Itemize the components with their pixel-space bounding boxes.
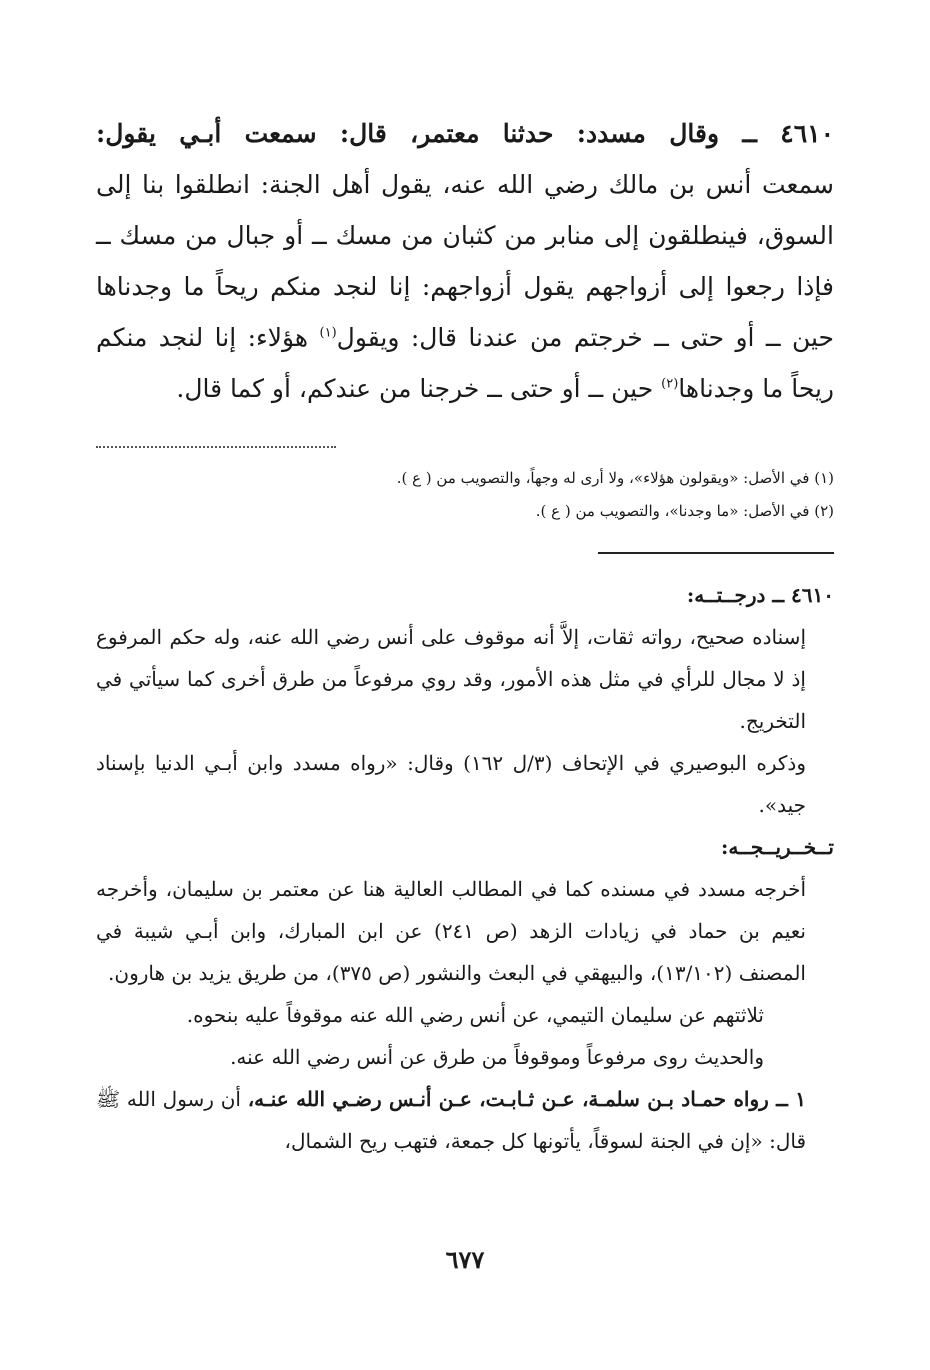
section-rule <box>598 552 834 554</box>
footnote-1: (١) في الأصل: «ويقولون هؤلاء»، ولا أرى له وجهاً، والتصويب من ( ع ). <box>396 469 834 487</box>
hadith-line-6 <box>96 363 834 414</box>
hadith-text <box>96 108 834 414</box>
footnote-2: (٢) في الأصل: «ما وجدنا»، والتصويب من ( ع ). <box>535 502 834 520</box>
footnote-mark-2: (٢) <box>661 376 679 392</box>
footnote-mark-1: (١) <box>319 325 337 341</box>
takhrij-paragraph-2: ثلاثتهم عن سليمان التيمي، عن أنس رضي الله عنه موقوفاً عليه بنحوه. <box>186 1003 764 1027</box>
grade-paragraph-1: إسناده صحيح، رواته ثقات، إلاَّ أنه موقوف على أنس رضي الله عنه، وله حكم المرفوع إذ لا مجال للرأي في مثل هذه الأمور، وقد روي مرفوعاً من طرق أخرى كما سيأتي في التخريج. <box>96 625 806 733</box>
commentary <box>96 574 834 1162</box>
hadith-line-1: ٤٦١٠ ــ وقال مسدد: حدثنا معتمر، قال: سمعت أبـي يقول: <box>96 119 834 148</box>
grade-paragraph-2: وذكره البوصيري في الإتحاف (٣/ل ١٦٢) وقال: «رواه مسدد وابن أبـي الدنيا بإسناد جيد». <box>96 751 807 817</box>
takhrij-heading: تــخــريــجــه: <box>721 835 834 859</box>
takhrij-paragraph-3: والحديث روى مرفوعاً وموقوفاً من طرق عن أنس رضي الله عنه. <box>230 1045 764 1069</box>
narration-1-chain: ١ ــ رواه حمـاد بـن سلمـة، عـن ثـابـت، عـن أنـس رضـي الله عنـه، <box>247 1087 806 1111</box>
dotted-separator <box>96 432 336 448</box>
narration-1-text: أن رسول الله ﷺ قال: «إن في الجنة لسوقاً، يأتونها كل جمعة، فتهب ريح الشمال، <box>96 1087 806 1153</box>
hadith-line-3: السوق، فينطلقون إلى منابر من كثبان من مسك ــ أو جبال من مسك ــ <box>96 221 834 250</box>
grade-heading: ٤٦١٠ ــ درجــتــه: <box>686 583 834 607</box>
hadith-line-5 <box>96 312 834 363</box>
hadith-line-6-b: حين ــ أو حتى ــ خرجنا من عندكم، أو كما قال. <box>176 374 662 403</box>
footnotes <box>96 462 834 528</box>
hadith-line-6-a: ريحاً ما وجدناها <box>678 374 834 403</box>
hadith-line-4: فإذا رجعوا إلى أزواجهم يقول أزواجهم: إنا لنجد منكم ريحاً ما وجدناها <box>96 272 834 301</box>
hadith-line-5-b: هؤلاء: إنا لنجد منكم <box>96 323 320 352</box>
page-number: ٦٧٧ <box>445 1245 485 1274</box>
takhrij-paragraph-1: أخرجه مسدد في مسنده كما في المطالب العالية هنا عن معتمر بن سليمان، وأخرجه نعيم بن حماد في زيادات الزهد (ص ٢٤١) عن ابن المبارك، وابن أبـي شيبة في المصنف (١٣/١٠٢)، والبيهقي في البعث والنشور (ص ٣٧٥)، من طريق يزيد بن هارون. <box>96 877 806 985</box>
hadith-line-5-a: حين ــ أو حتى ــ خرجتم من عندنا قال: ويقول <box>336 323 834 352</box>
takhrij-paragraph-4 <box>96 1078 834 1162</box>
hadith-line-2: سمعت أنس بن مالك رضي الله عنه، يقول أهل الجنة: انطلقوا بنا إلى <box>96 170 834 199</box>
